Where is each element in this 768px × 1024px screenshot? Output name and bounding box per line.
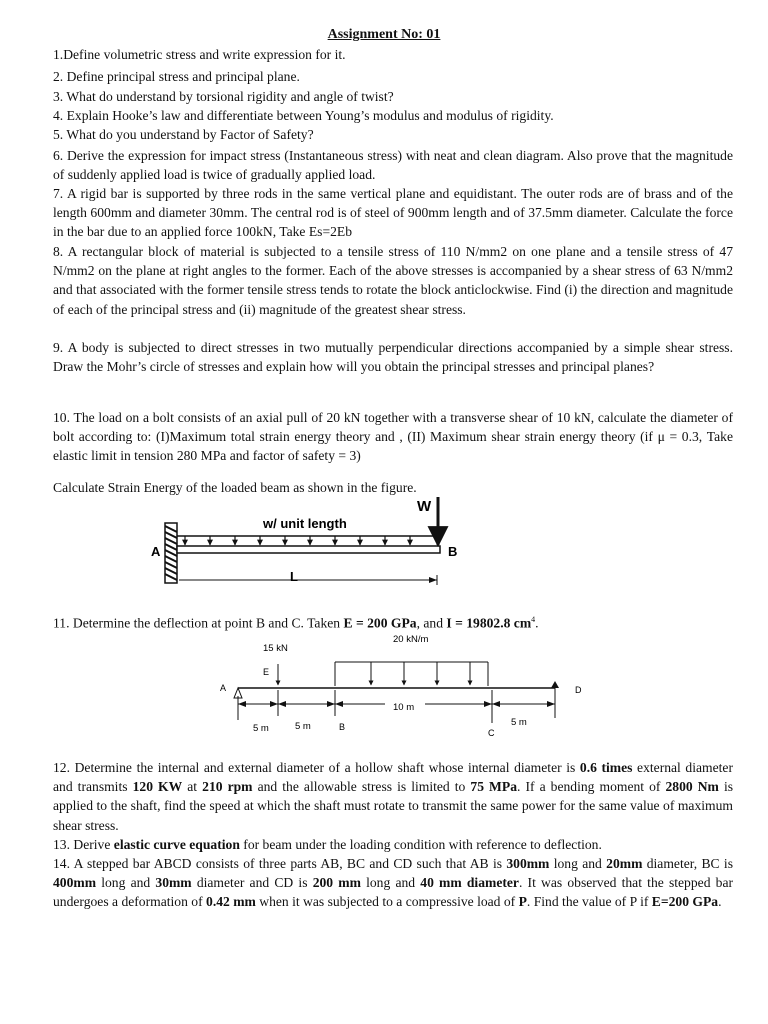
- fixed-support-wall: [165, 523, 177, 583]
- dim-5m-c-label: 5 m: [511, 717, 527, 728]
- point-a-label: A: [220, 683, 227, 693]
- dim-5m-b-label: 5 m: [295, 721, 311, 732]
- udl-arrows: [185, 536, 410, 545]
- question-10: 10. The load on a bolt consists of an axial pull of 20 kN together with a transverse shear of 10 kN, calculate the diameter of bolt according to: (I)Maximum total strain energy theory and , (II) Maximum shear strain energy theory (if μ = 0.3, Take elastic limit in tension 280 MPa and factor of safety = 3): [53, 410, 733, 464]
- dim-10m-label: 10 m: [393, 702, 415, 713]
- span-dimension: [179, 575, 437, 585]
- question-2: 2. Define principal stress and principal plane.: [53, 69, 300, 84]
- udl-box: [335, 662, 488, 686]
- question-14: 14. A stepped bar ABCD consists of three parts AB, BC and CD such that AB is 300mm long and 20mm diameter, BC is 400mm long and 30mm diameter and CD is 200 mm long and 40 mm diameter. It was observed that the stepped bar undergoes a deformation of 0.42 mm when it was subjected to a compressive load of P. Find the value of P if E=200 GPa.: [53, 856, 734, 910]
- point-d-label: D: [575, 685, 582, 695]
- udl-label: w/ unit length: [263, 516, 347, 531]
- question-4: 4. Explain Hooke’s law and differentiate between Young’s modulus and modulus of rigidity.: [53, 108, 554, 123]
- question-7: 7. A rigid bar is supported by three rods in the same vertical plane and equidistant. The outer rods are of brass and of the length 600mm and diameter 30mm. The central rod is of steel of 900mm length and of 37.5mm diameter. Calculate the force in the bar due to an applied force 100kN, Take Es=2Eb: [53, 186, 733, 240]
- question-9: 9. A body is subjected to direct stresses in two mutually perpendicular directions accompanied by a simple shear stress. Draw the Mohr’s circle of stresses and explain how will you obtain the principal stresses and principal planes?: [53, 340, 733, 375]
- cantilever-beam-figure: [145, 493, 458, 593]
- question-6: 6. Derive the expression for impact stress (Instantaneous stress) with neat and clean diagram. Also prove that the magnitude of suddenly applied load is twice of gradually applied load.: [53, 148, 733, 183]
- page-title: Assignment No: 01: [327, 27, 441, 42]
- end-label-b: B: [448, 544, 458, 559]
- question-12: 12. Determine the internal and external diameter of a hollow shaft whose internal diameter is 0.6 times external diameter and transmits 120 KW at 210 rpm and the allowable stress is limited to 75 MPa. If a bending moment of 2800 Nm is applied to the shaft, find the speed at which the shaft must rotate to transmit the same power for the same value of maximum shear stress.: [53, 760, 734, 833]
- point-load-label: W: [417, 498, 432, 515]
- question-3: 3. What do understand by torsional rigidity and angle of twist?: [53, 89, 394, 104]
- point-c-label: C: [488, 728, 495, 738]
- support-d: [551, 681, 559, 718]
- dim-5m-a-label: 5 m: [253, 723, 269, 734]
- strain-energy-question: Calculate Strain Energy of the loaded beam as shown in the figure.: [53, 480, 417, 495]
- point-e-label: E: [263, 667, 270, 677]
- question-13: 13. Derive elastic curve equation for beam under the loading condition with reference to deflection.: [53, 837, 602, 852]
- udl-20knm-label: 20 kN/m: [393, 634, 429, 645]
- question-8: 8. A rectangular block of material is subjected to a tensile stress of 110 N/mm2 on one plane and a tensile stress of 47 N/mm2 on the plane at right angles to the former. Each of the above stresses is accompanied by a shear stress of 63 N/mm2 and that associated with the former tensile stress tends to rotate the block anticlockwise. Find (i) the direction and magnitude of each of the principal stress and (ii) magnitude of the greatest shear stress.: [53, 244, 733, 317]
- simply-supported-beam-figure: [215, 628, 595, 743]
- span-label: L: [290, 569, 298, 584]
- point-load-15kn-label: 15 kN: [263, 643, 288, 654]
- beam: [177, 546, 440, 553]
- question-1: 1.Define volumetric stress and write expression for it.: [53, 47, 346, 62]
- question-11: 11. Determine the deflection at point B and C. Taken E = 200 GPa, and I = 19802.8 $cm^4$.: [53, 615, 539, 631]
- udl-20knm-arrows: [371, 662, 470, 685]
- question-5: 5. What do you understand by Factor of Safety?: [53, 127, 314, 142]
- end-label-a: A: [151, 544, 161, 559]
- point-b-label: B: [339, 722, 346, 732]
